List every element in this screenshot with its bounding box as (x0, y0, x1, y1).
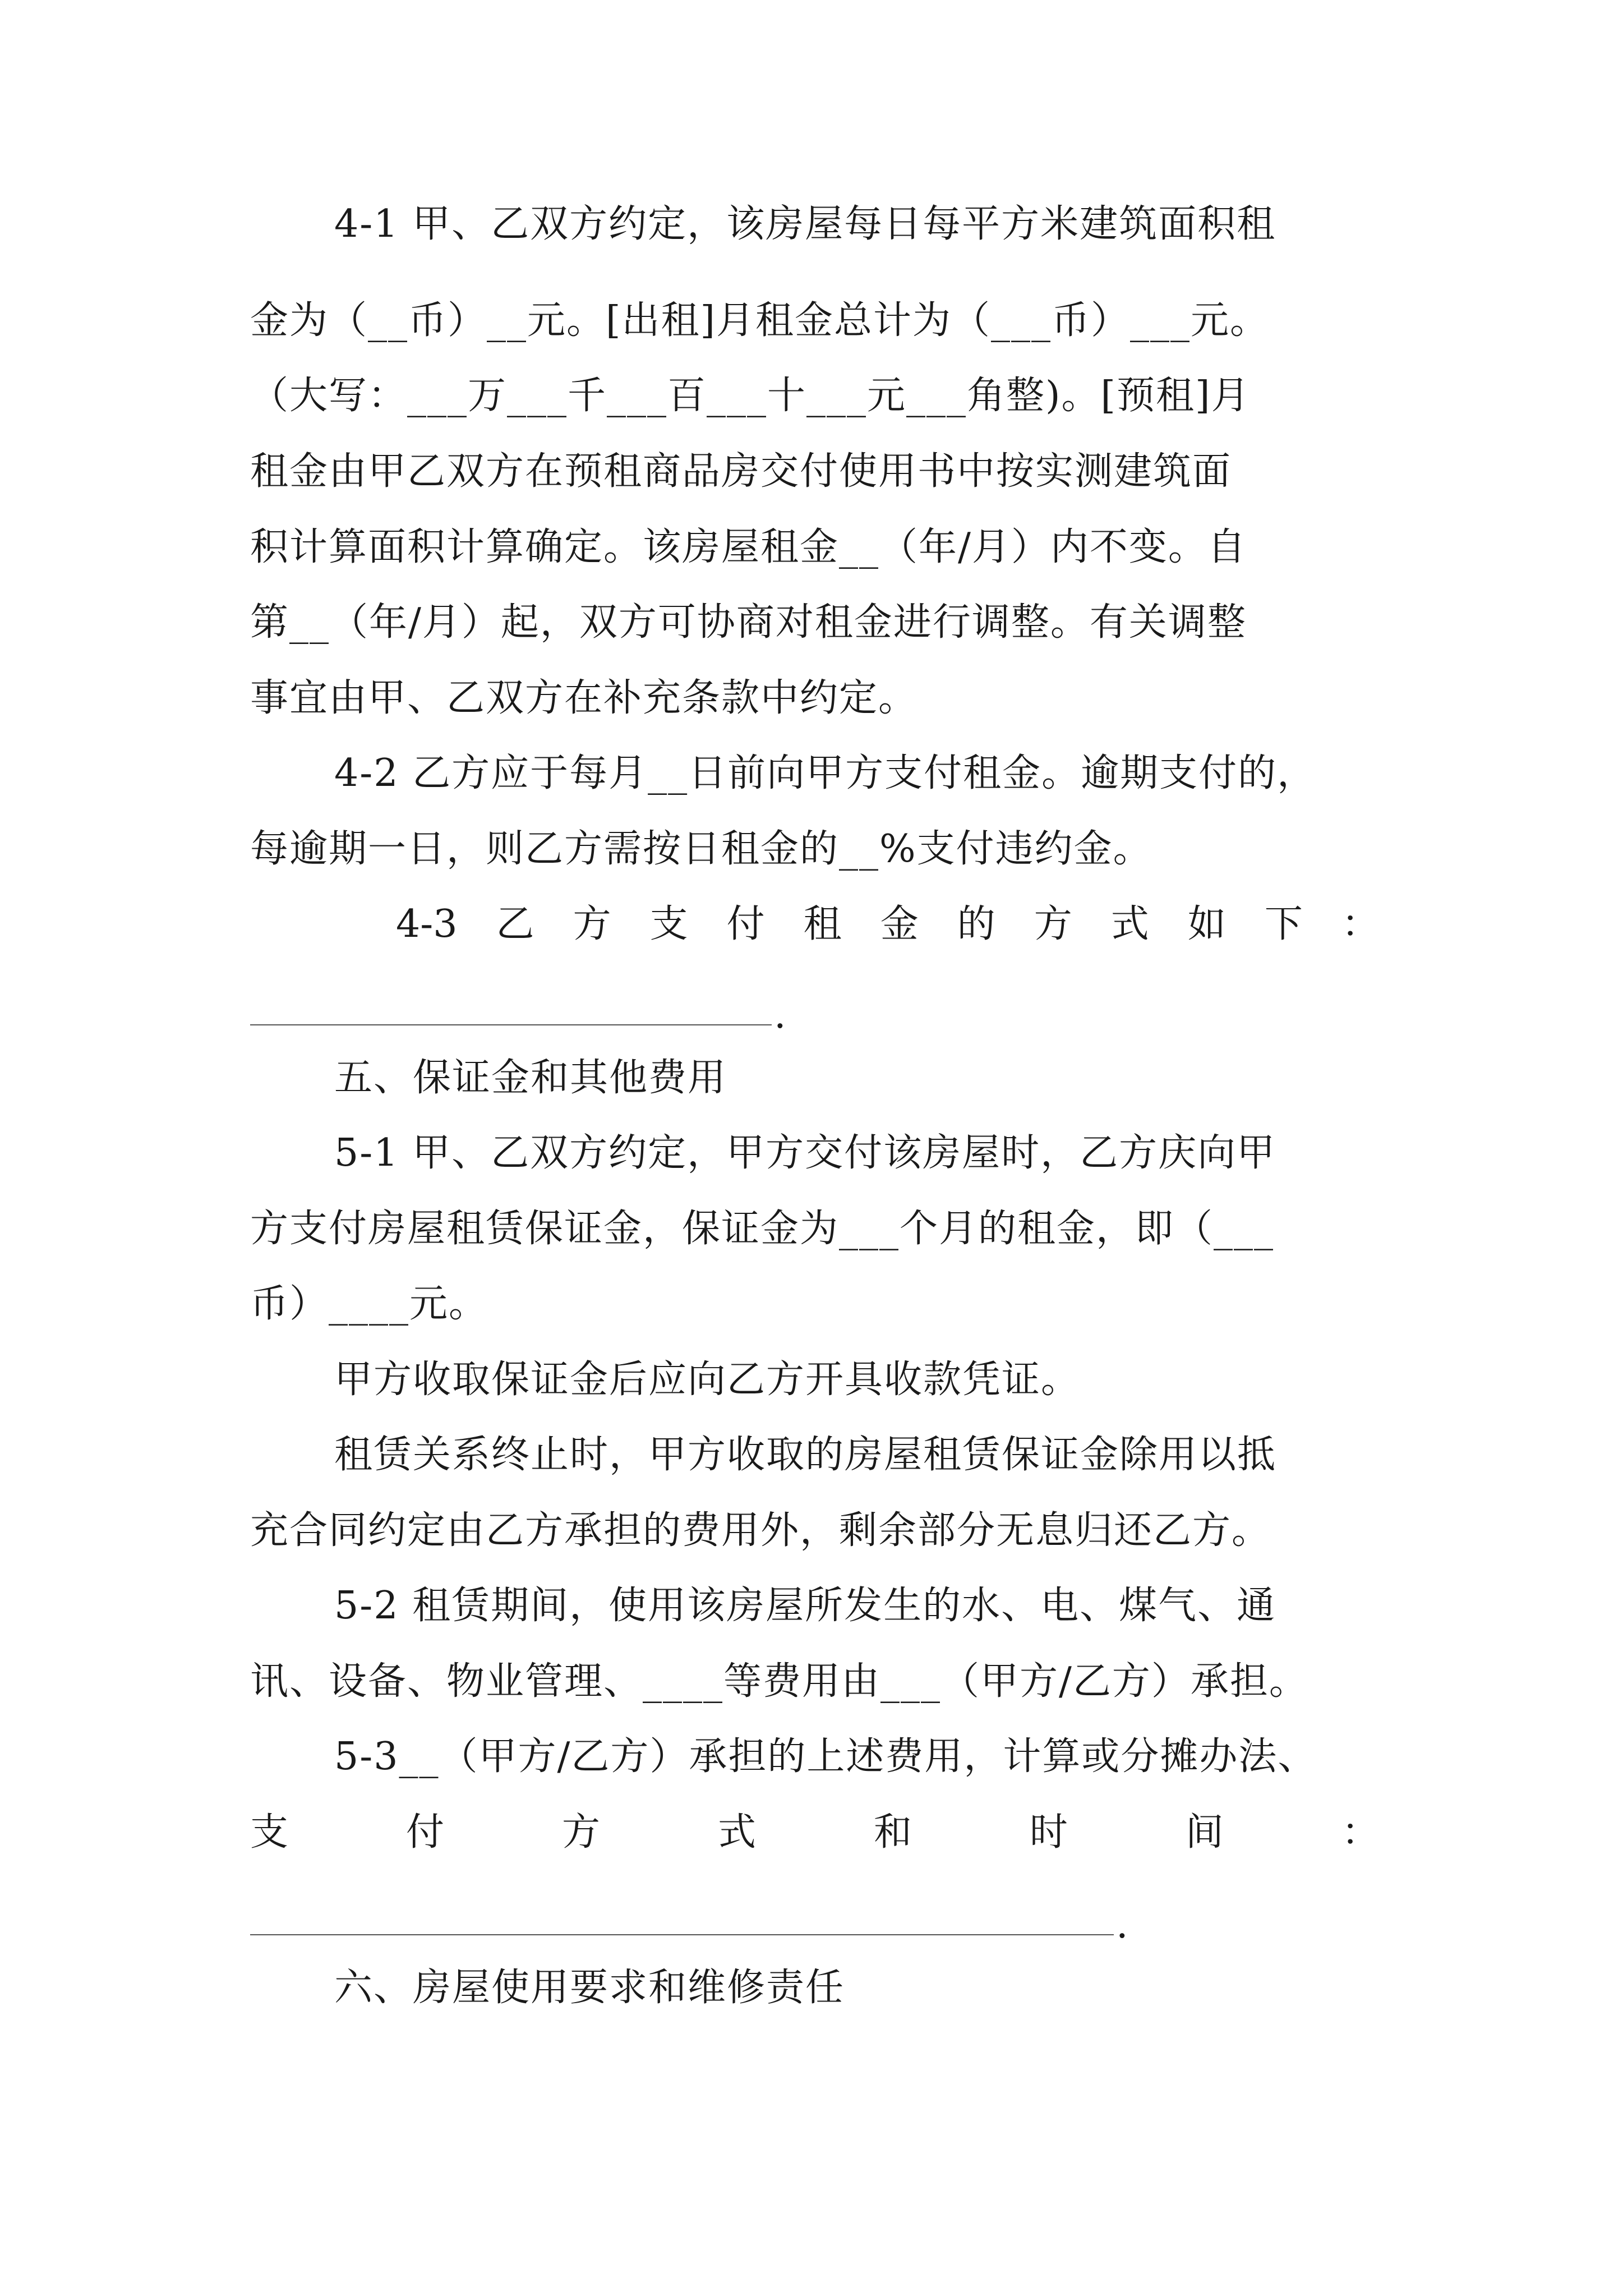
clause-4-3-char: 4-3 (396, 902, 458, 946)
clause-5-3-char: 和 (873, 1810, 912, 1855)
clause-4-3-line (250, 901, 1380, 948)
clause-4-3-char: 式 (1110, 902, 1149, 946)
clause-5-2-line-1: 5-2 租赁期间，使用该房屋所发生的水、电、煤气、通 (334, 1584, 1276, 1628)
blank-underline-5-3 (250, 1934, 1114, 1935)
clause-4-2-line-2: 每逾期一日，则乙方需按日租金的__%支付违约金。 (250, 827, 1152, 871)
deposit-refund-line-2: 充合同约定由乙方承担的费用外，剩余部分无息归还乙方。 (250, 1508, 1271, 1553)
document-page (250, 0, 1380, 2296)
clause-5-3-line-2 (250, 1809, 1380, 1856)
clause-5-2-line-2: 讯、设备、物业管理、____等费用由___（甲方/乙方）承担。 (250, 1659, 1308, 1704)
clause-5-1-line-3: 币）____元。 (250, 1282, 488, 1326)
clause-4-3-char: 租 (803, 902, 842, 946)
clause-4-3-char: 乙 (496, 902, 534, 946)
clause-4-3-char: ： (1341, 902, 1380, 946)
clause-5-1-line-2: 方支付房屋租赁保证金，保证金为___个月的租金，即（___ (250, 1207, 1275, 1251)
clause-5-1-line-1: 5-1 甲、乙双方约定，甲方交付该房屋时，乙方庆向甲 (334, 1131, 1276, 1175)
clause-4-1-line-6: 第__（年/月）起，双方可协商对租金进行调整。有关调整 (250, 600, 1247, 645)
deposit-receipt-line: 甲方收取保证金后应向乙方开具收款凭证。 (334, 1358, 1081, 1402)
clause-4-3-char: 方 (1034, 902, 1072, 946)
section-6-heading: 六、房屋使用要求和维修责任 (334, 1966, 845, 2010)
clause-4-3-char: 金 (880, 902, 919, 946)
clause-5-3-char: 付 (405, 1810, 444, 1855)
clause-5-3-char: ： (1341, 1810, 1380, 1855)
clause-5-3-char: 支 (250, 1810, 289, 1855)
clause-4-1-line-1: 4-1 甲、乙双方约定，该房屋每日每平方米建筑面积租 (334, 202, 1276, 246)
clause-4-3-char: 的 (957, 902, 995, 946)
clause-5-3-char: 式 (717, 1810, 756, 1855)
clause-4-1-line-3: （大写：___万___千___百___十___元___角整)。[预租]月 (250, 374, 1251, 418)
period-4-3: . (774, 993, 786, 1037)
deposit-refund-line-1: 租赁关系终止时，甲方收取的房屋租赁保证金除用以抵 (334, 1433, 1277, 1477)
blank-underline-4-3 (250, 1024, 772, 1025)
clause-4-3-char: 付 (726, 902, 765, 946)
clause-4-3-char: 如 (1187, 902, 1226, 946)
clause-4-2-line-1: 4-2 乙方应于每月__日前向甲方支付租金。逾期支付的， (334, 751, 1317, 795)
section-5-heading: 五、保证金和其他费用 (334, 1056, 727, 1100)
period-5-3: . (1116, 1903, 1128, 1947)
clause-5-3-char: 间 (1185, 1810, 1224, 1855)
clause-4-1-line-7: 事宜由甲、乙双方在补充条款中约定。 (250, 676, 918, 720)
clause-5-3-line-1: 5-3__（甲方/乙方）承担的上述费用，计算或分摊办法、 (334, 1734, 1317, 1779)
clause-4-3-char: 下 (1264, 902, 1303, 946)
clause-5-3-char: 时 (1029, 1810, 1068, 1855)
clause-4-3-char: 支 (649, 902, 688, 946)
clause-4-1-line-2: 金为（__币）__元。[出租]月租金总计为（___币）___元。 (250, 298, 1270, 343)
clause-4-1-line-5: 积计算面积计算确定。该房屋租金__（年/月）内不变。自 (250, 525, 1247, 569)
clause-4-3-char: 方 (573, 902, 611, 946)
clause-5-3-char: 方 (561, 1810, 600, 1855)
clause-4-1-line-4: 租金由甲乙双方在预租商品房交付使用书中按实测建筑面 (250, 449, 1232, 494)
